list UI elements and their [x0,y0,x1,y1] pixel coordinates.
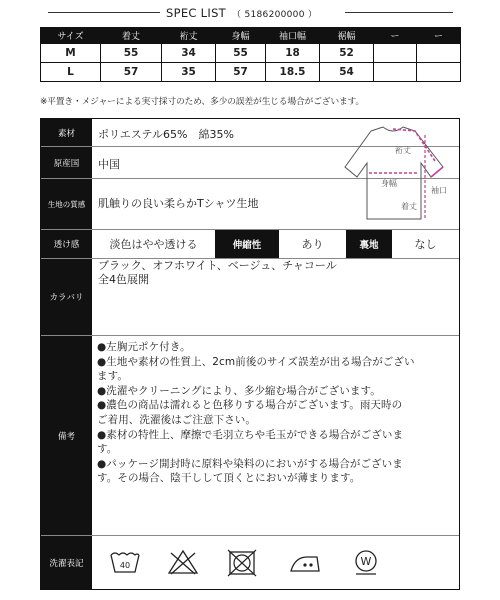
diagram-length-label: 着丈 [401,202,417,211]
material-label: 素材 [41,119,92,146]
diagram-sleeve-label: 裄丈 [395,146,411,155]
size-header-cell: サイズ [41,28,101,44]
sheer-label: 透け感 [41,230,92,258]
size-table-header [41,28,461,44]
header-rule-left [48,12,160,13]
wet-clean-letter: W [360,555,372,568]
diagram-chest-label: 身幅 [381,179,397,188]
note-line: ます。 [97,370,128,383]
stretch-value: あり [301,238,324,251]
notes-label: 備考 [41,336,92,535]
size-cell: 18.5 [266,63,320,82]
size-cell: 52 [320,44,374,63]
note-line: す。その場合、陰干しして頂くとにおいが薄まります。 [97,472,361,485]
measurement-note: ※平置き・メジャーによる実寸採寸のため、多少の誤差が生じる場合がございます。 [40,97,365,107]
size-cell: 57 [216,63,266,82]
size-row-l [41,63,461,82]
spec-header [0,0,500,26]
product-code: （ 5186200000 ） [232,9,318,20]
note-line: ●左胸元ポケ付き。 [97,341,191,353]
sleeve-measure-line [393,129,435,161]
iron-icon [287,549,323,579]
spec-title [166,3,344,23]
note-line: ●素材の特性上、摩擦で毛羽立ちや毛玉ができる場合がございま [97,428,404,441]
size-cell: 35 [162,63,216,82]
size-header-cell: 身幅 [216,28,266,44]
notes-value [97,340,455,486]
size-cell: 57 [101,63,162,82]
texture-label: 生地の質感 [41,179,92,229]
lining-value: なし [414,238,437,251]
size-header-cell: ー [417,28,461,44]
note-line: ●濃色の商品は濡れると色移りする場合がございます。雨天時の [97,399,403,412]
size-cell: 34 [162,44,216,63]
sheer-value: 淡色はやや透ける [109,238,198,251]
size-cell [417,44,461,63]
care-label: 洗濯表記 [41,536,92,589]
wash-temperature: 40 [119,561,131,570]
size-row-m [41,44,461,63]
size-cell [374,63,417,82]
note-line: ご着用、洗濯後はご注意下さい。 [97,413,256,426]
color-list: ブラック、オフホワイト、ベージュ、チャコール [98,259,337,272]
size-table [40,27,461,82]
note-line: ●生地や素材の性質上、2cm前後のサイズ誤差が出る場合がござい [97,355,415,368]
size-cell [374,44,417,63]
spec-table [40,118,460,590]
material-value: ポリエステル65% 綿35% [98,128,234,141]
texture-value: 肌触りの良い柔らかTシャツ生地 [98,197,259,210]
header-rule-right [345,12,453,13]
color-variation-value [98,259,337,287]
color-variation-label: カラバリ [41,259,92,335]
no-bleach-icon [167,549,199,579]
care-symbols [109,549,399,579]
origin-label: 原産国 [41,147,92,178]
size-cell: 54 [320,63,374,82]
fabric-properties-row [41,230,459,258]
stretch-label: 伸縮性 [215,230,279,258]
lining-label: 裏地 [346,230,392,258]
size-header-cell: ー [374,28,417,44]
spec-title-text: SPEC LIST [166,6,227,20]
origin-value: 中国 [98,158,120,171]
size-cell: L [41,63,101,82]
color-count: 全4色展開 [98,273,149,286]
size-header-cell: 着丈 [101,28,162,44]
size-cell [417,63,461,82]
row-divider [41,335,459,336]
size-header-cell: 袖口幅 [266,28,320,44]
note-line: す。 [97,443,118,456]
note-line: ●パッケージ開封時に原料や染料のにおいがする場合がございま [97,457,403,470]
cuff-measure-line [431,167,443,177]
size-cell: 55 [101,44,162,63]
size-header-cell: 裾幅 [320,28,374,44]
garment-measurement-diagram [331,121,457,227]
wash-40-icon [109,549,141,579]
diagram-cuff-label: 袖口 [431,186,447,195]
size-header-cell: 裄丈 [162,28,216,44]
size-cell: 18 [266,44,320,63]
wet-clean-w-icon [351,549,381,581]
row-divider [41,535,459,536]
size-cell: 55 [216,44,266,63]
tumble-dry-prohibited-icon [227,549,257,581]
note-line: ●洗濯やクリーニングにより、多少縮む場合がございます。 [97,384,381,397]
size-cell: M [41,44,101,63]
